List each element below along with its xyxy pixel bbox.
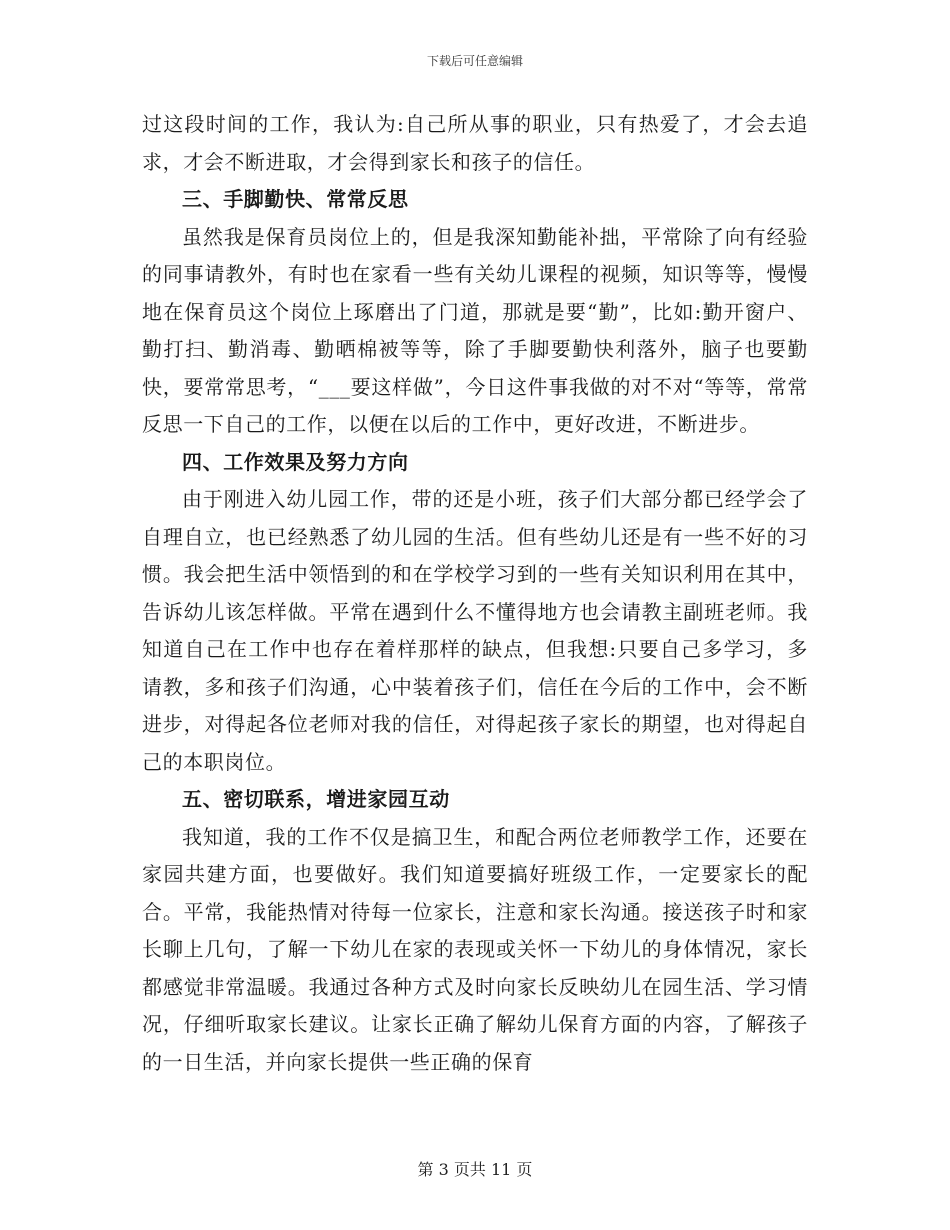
paragraph-section-5: 我知道，我的工作不仅是搞卫生，和配合两位老师教学工作，还要在家园共建方面，也要做好。我们知道要搞好班级工作，一定要家长的配合。平常，我能热情对待每一位家长，注意和家长沟通。接送孩子时和家长聊上几句，了解一下幼儿在家的表现或关怀一下幼儿的身体情况，家长都感觉非常温暖。我通过各种方式及时向家长反映幼儿在园生活、学习情况，仔细听取家长建议。让家长正确了解幼儿保育方面的内容，了解孩子的一日生活，并向家长提供一些正确的保育 xyxy=(142,824,808,1074)
section-heading-5: 五、密切联系，增进家园互动 xyxy=(182,787,450,811)
section-heading-3: 三、手脚勤快、常常反思 xyxy=(182,187,409,211)
paragraph-section-3: 虽然我是保育员岗位上的，但是我深知勤能补拙，平常除了向有经验的同事请教外，有时也在家看一些有关幼儿课程的视频，知识等等，慢慢地在保育员这个岗位上琢磨出了门道，那就是要“勤”，比如:勤开窗户、勤打扫、勤消毒、勤晒棉被等等，除了手脚要勤快利落外，脑子也要勤快，要常常思考，“___要这样做”，今日这件事我做的对不对“等等，常常反思一下自己的工作，以便在以后的工作中，更好改进，不断进步。 xyxy=(142,224,808,436)
page-footer-page-number: 第 3 页共 11 页 xyxy=(417,1160,533,1179)
page-header: 下载后可任意编辑 xyxy=(426,54,523,68)
section-heading-4: 四、工作效果及努力方向 xyxy=(182,449,409,474)
paragraph-section-4: 由于刚进入幼儿园工作，带的还是小班，孩子们大部分都已经学会了自理自立，也已经熟悉了幼儿园的生活。但有些幼儿还是有一些不好的习惯。我会把生活中领悟到的和在学校学习到的一些有关知识利用在其中，告诉幼儿该怎样做。平常在遇到什么不懂得地方也会请教主副班老师。我知道自己在工作中也存在着样那样的缺点，但我想:只要自己多学习，多请教，多和孩子们沟通，心中装着孩子们，信任在今后的工作中，会不断进步，对得起各位老师对我的信任，对得起孩子家长的期望，也对得起自己的本职岗位。 xyxy=(142,487,808,774)
paragraph-continuation: 过这段时间的工作，我认为:自己所从事的职业，只有热爱了，才会去追求，才会不断进取，才会得到家长和孩子的信任。 xyxy=(142,112,808,174)
document-body xyxy=(142,106,808,1081)
